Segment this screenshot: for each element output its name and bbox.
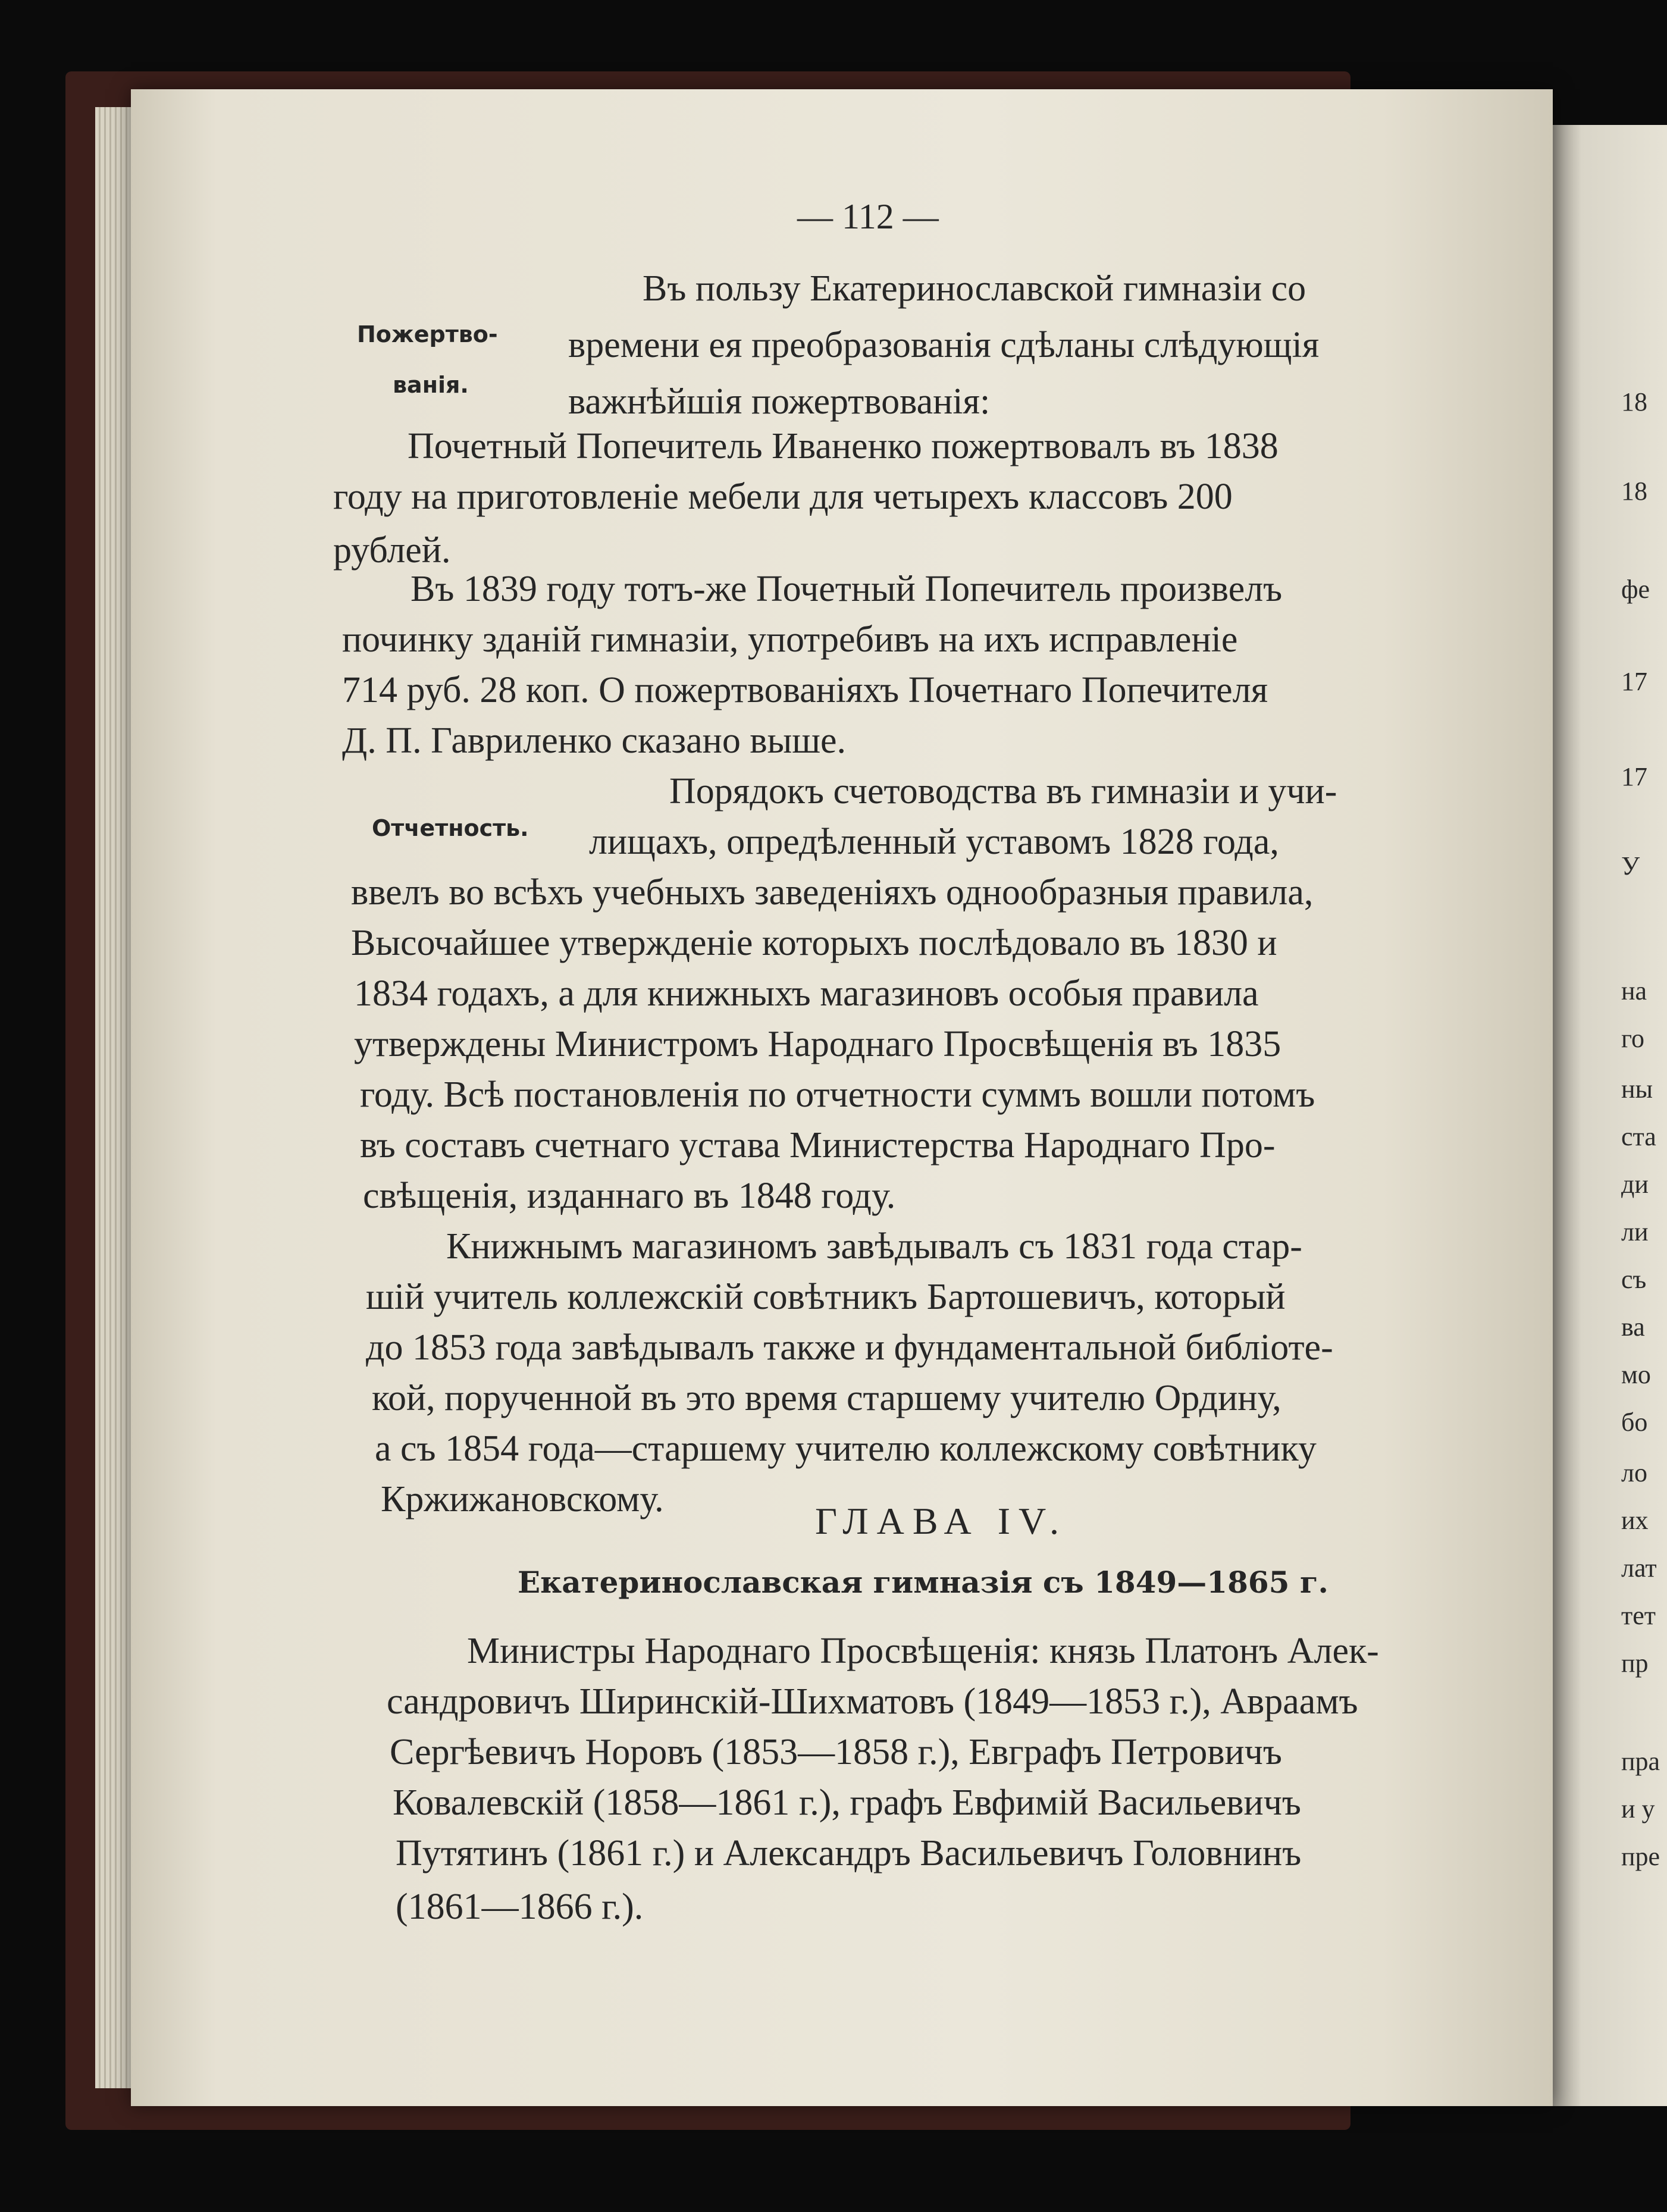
chapter-subtitle: Екатеринославская гимназія съ 1849—1865 г. — [518, 1565, 1328, 1600]
text-line: важнѣйшія пожертвованія: — [568, 381, 991, 422]
right-page-fragment: бо — [1621, 1408, 1648, 1437]
text-line: 1834 годахъ, а для книжныхъ магазиновъ особыя правила — [354, 973, 1259, 1014]
text-line: ввелъ во всѣхъ учебныхъ заведеніяхъ однообразныя правила, — [351, 872, 1314, 913]
right-page-fragment: съ — [1621, 1265, 1647, 1294]
text-line: Книжнымъ магазиномъ завѣдывалъ съ 1831 года стар- — [446, 1226, 1302, 1267]
page-number: — 112 — — [797, 197, 939, 236]
right-page-fragment: мо — [1621, 1360, 1651, 1389]
text-line: Высочайшее утвержденіе которыхъ послѣдовало въ 1830 и — [351, 923, 1277, 963]
right-page-fragment: на — [1621, 976, 1647, 1005]
text-line: сандровичъ Ширинскій-Шихматовъ (1849—1853 г.), Авраамъ — [387, 1681, 1358, 1722]
text-line: утверждены Министромъ Народнаго Просвѣщенія въ 1835 — [354, 1024, 1281, 1064]
text-line: Д. П. Гавриленко сказано выше. — [342, 720, 847, 761]
right-page-fragment: ди — [1621, 1170, 1649, 1199]
text-line: (1861—1866 г.). — [396, 1887, 644, 1927]
right-page-fragment: 18 — [1621, 387, 1647, 416]
text-line: шій учитель коллежскій совѣтникъ Бартошевичъ, который — [366, 1277, 1286, 1317]
right-page-fragment: и у — [1621, 1794, 1655, 1824]
text-line: времени ея преобразованія сдѣланы слѣдующія — [568, 325, 1320, 365]
right-page-fragment: их — [1621, 1506, 1649, 1535]
text-line: Министры Народнаго Просвѣщенія: князь Платонъ Алек- — [467, 1631, 1379, 1671]
side-heading-donations: Пожертво- — [357, 321, 498, 347]
right-page-fragment: пр — [1621, 1649, 1649, 1678]
text-line: Въ пользу Екатеринославской гимназіи со — [643, 268, 1306, 309]
text-line: починку зданій гимназіи, употребивъ на ихъ исправленіе — [342, 619, 1238, 660]
text-line: Ковалевскій (1858—1861 г.), графъ Евфимій Васильевичъ — [393, 1782, 1301, 1823]
text-line: Кржижановскому. — [381, 1479, 664, 1519]
right-page-fragment: ло — [1621, 1458, 1647, 1487]
text-line: свѣщенія, изданнаго въ 1848 году. — [363, 1176, 896, 1216]
right-page-fragment: ли — [1621, 1217, 1649, 1246]
right-page-fragment: го — [1621, 1024, 1644, 1053]
right-page-fragment: У — [1621, 851, 1640, 881]
right-page-fragment: тет — [1621, 1601, 1656, 1630]
text-line: году. Всѣ постановленія по отчетности суммъ вошли потомъ — [360, 1074, 1315, 1115]
text-line: Порядокъ счетоводства въ гимназіи и учи- — [669, 771, 1337, 812]
right-page-fragment: 17 — [1621, 762, 1647, 791]
text-line: Почетный Попечитель Иваненко пожертвовалъ въ 1838 — [408, 426, 1279, 466]
text-line: а съ 1854 года—старшему учителю коллежскому совѣтнику — [375, 1428, 1317, 1469]
text-line: Путятинъ (1861 г.) и Александръ Васильевичъ Головнинъ — [396, 1833, 1302, 1873]
text-line: рублей. — [333, 530, 451, 571]
right-page-fragment: ны — [1621, 1074, 1653, 1104]
right-page-fragment: фе — [1621, 575, 1650, 604]
right-page-fragment: ста — [1621, 1122, 1656, 1151]
text-line: до 1853 года завѣдывалъ также и фундаментальной библіоте- — [366, 1327, 1333, 1368]
side-heading-reporting: Отчетность. — [372, 815, 529, 841]
chapter-title: ГЛАВА IV. — [815, 1500, 1067, 1542]
text-line: Сергѣевичъ Норовъ (1853—1858 г.), Евграфъ Петровичъ — [390, 1732, 1282, 1772]
right-page-fragment: 17 — [1621, 667, 1647, 696]
text-line: Въ 1839 году тотъ-же Почетный Попечитель произвелъ — [411, 569, 1283, 609]
right-page-fragment: 18 — [1621, 477, 1647, 506]
text-line: году на приготовленіе мебели для четырехъ классовъ 200 — [333, 477, 1233, 517]
text-line: въ составъ счетнаго устава Министерства Народнаго Про- — [360, 1125, 1276, 1165]
right-page-fragment: ва — [1621, 1312, 1645, 1342]
right-page-fragment: пре — [1621, 1842, 1660, 1871]
text-line: лищахъ, опредѣленный уставомъ 1828 года, — [589, 822, 1279, 862]
side-heading-donations-cont: ванія. — [393, 372, 469, 398]
text-line: кой, порученной въ это время старшему учителю Ордину, — [372, 1378, 1281, 1418]
text-line: 714 руб. 28 коп. О пожертвованіяхъ Почетнаго Попечителя — [342, 670, 1268, 710]
right-page-fragment: лат — [1621, 1553, 1657, 1583]
right-page-fragment: пра — [1621, 1747, 1660, 1776]
